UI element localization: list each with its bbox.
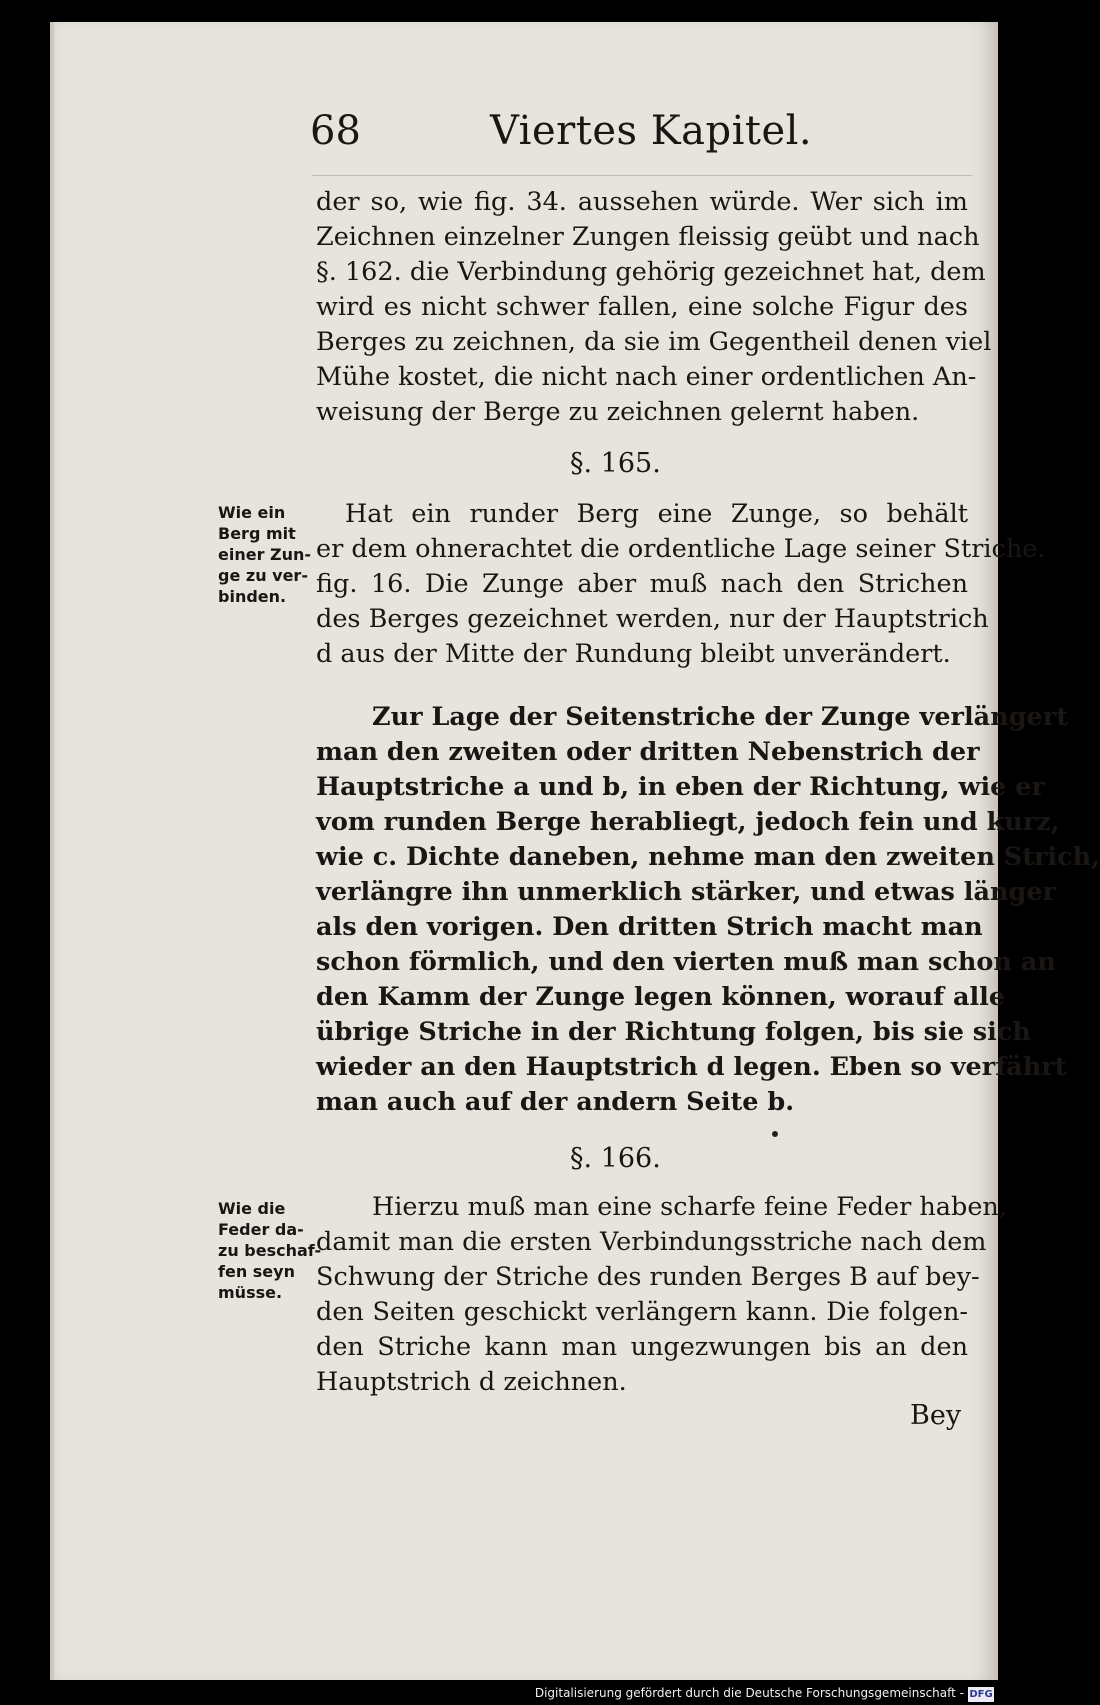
marginal-note-line: Wie die xyxy=(218,1199,286,1218)
paragraph-1-line: §. 162. die Verbindung gehörig gezeichnet hat, dem xyxy=(316,257,986,287)
section-166-heading: §. 166. xyxy=(570,1143,661,1174)
page-edge xyxy=(50,22,54,1680)
paragraph-166-line: damit man die ersten Verbindungsstriche nach dem xyxy=(316,1227,987,1257)
marginal-note-165 xyxy=(218,502,318,607)
paragraph-1-line: weisung der Berge zu zeichnen gelernt haben. xyxy=(316,397,920,427)
paragraph-165b-line: den Kamm der Zunge legen können, worauf alle xyxy=(316,982,1006,1012)
paragraph-165a-line: Hat ein runder Berg eine Zunge, so behält xyxy=(345,499,968,529)
header-divider xyxy=(312,175,972,176)
section-165-heading: §. 165. xyxy=(570,448,661,479)
paragraph-165a-line: d aus der Mitte der Rundung bleibt unverändert. xyxy=(316,639,951,669)
paragraph-166-line: Hauptstrich d zeichnen. xyxy=(316,1367,627,1397)
marginal-note-line: Wie ein xyxy=(218,503,286,522)
dfg-logo: DFG xyxy=(969,1689,993,1700)
marginal-note-line: Berg mit xyxy=(218,524,296,543)
footer-credit: Digitalisierung gefördert durch die Deutsche Forschungsgemeinschaft - xyxy=(534,1686,964,1700)
marginal-note-line: einer Zun- xyxy=(218,545,312,564)
paragraph-165b-line: Hauptstriche a und b, in eben der Richtung, wie er xyxy=(316,772,1045,802)
marginal-note-line: ge zu ver- xyxy=(218,566,308,585)
page-number: 68 xyxy=(310,108,361,154)
ink-dot xyxy=(772,1131,778,1137)
paragraph-165b-line: wieder an den Hauptstrich d legen. Eben so verfährt xyxy=(316,1052,1067,1082)
running-title: Viertes Kapitel. xyxy=(490,108,813,154)
paragraph-1-line: Zeichnen einzelner Zungen fleissig geübt und nach xyxy=(316,222,980,252)
paragraph-1-line: wird es nicht schwer fallen, eine solche Figur des xyxy=(316,292,968,322)
paragraph-165b-line: übrige Striche in der Richtung folgen, bis sie sich xyxy=(316,1017,1031,1047)
marginal-note-line: Feder da- xyxy=(218,1220,304,1239)
paragraph-165b-line: vom runden Berge herabliegt, jedoch fein und kurz, xyxy=(316,807,1060,837)
paragraph-1-line: Mühe kostet, die nicht nach einer ordentlichen An- xyxy=(316,362,977,392)
catchword: Bey xyxy=(910,1400,962,1431)
paragraph-165a-line: des Berges gezeichnet werden, nur der Hauptstrich xyxy=(316,604,989,634)
paragraph-165b-line: man den zweiten oder dritten Nebenstrich der xyxy=(316,737,980,767)
marginal-note-166 xyxy=(218,1198,322,1303)
paragraph-166-line: den Striche kann man ungezwungen bis an den xyxy=(316,1332,968,1362)
paragraph-165b-line: verlängre ihn unmerklich stärker, und etwas länger xyxy=(316,877,1056,907)
paragraph-165b-line: schon förmlich, und den vierten muß man schon an xyxy=(316,947,1056,977)
paragraph-165b-line: wie c. Dichte daneben, nehme man den zweiten Strich, xyxy=(316,842,1100,872)
paragraph-166-line: Schwung der Striche des runden Berges B auf bey- xyxy=(316,1262,980,1292)
paragraph-165b-line: als den vorigen. Den dritten Strich macht man xyxy=(316,912,983,942)
marginal-note-line: binden. xyxy=(218,587,287,606)
paragraph-165b-line: man auch auf der andern Seite b. xyxy=(316,1087,795,1117)
paragraph-165b-line: Zur Lage der Seitenstriche der Zunge verlängert xyxy=(372,702,1068,732)
paragraph-1-line: der so, wie fig. 34. aussehen würde. Wer sich im xyxy=(316,187,968,217)
paragraph-165a-line: fig. 16. Die Zunge aber muß nach den Strichen xyxy=(316,569,968,599)
marginal-note-line: fen seyn xyxy=(218,1262,295,1281)
paragraph-166-line: den Seiten geschickt verlängern kann. Die folgen- xyxy=(316,1297,968,1327)
marginal-note-line: zu beschaf- xyxy=(218,1241,322,1260)
paragraph-1-line: Berges zu zeichnen, da sie im Gegentheil denen viel xyxy=(316,327,992,357)
paragraph-166-line: Hierzu muß man eine scharfe feine Feder haben, xyxy=(372,1192,1007,1222)
paragraph-165a-line: er dem ohnerachtet die ordentliche Lage seiner Striche. xyxy=(316,534,1046,564)
marginal-note-line: müsse. xyxy=(218,1283,283,1302)
